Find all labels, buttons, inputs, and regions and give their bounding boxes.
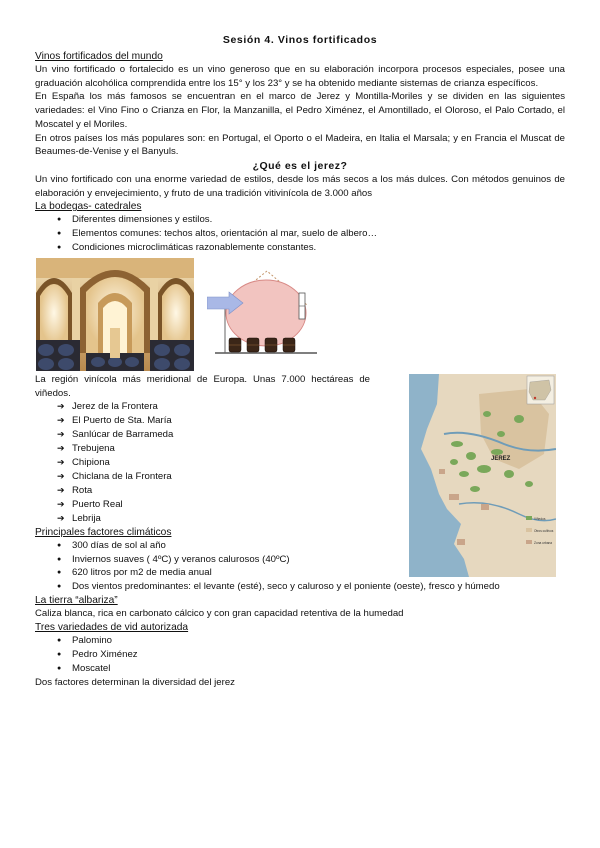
list-item: ● 620 litros por m2 de media anual xyxy=(35,566,565,580)
list-item: ● 300 días de sol al año xyxy=(35,539,565,553)
map-label-jerez: JEREZ xyxy=(491,456,511,462)
list-item: ➔ Sanlúcar de Barrameda xyxy=(35,428,370,442)
legend-label: Viñedos xyxy=(534,517,546,521)
list-item: ● Moscatel xyxy=(35,662,565,676)
closing-sentence: Dos factores determinan la diversidad del jerez xyxy=(35,676,235,688)
section-heading-jerez: ¿Qué es el jerez? xyxy=(252,159,348,172)
bodega-airflow-diagram xyxy=(207,265,322,370)
list-item: ● Elementos comunes: techos altos, orientación al mar, suelo de albero… xyxy=(35,227,565,241)
bodegas-list xyxy=(35,213,565,255)
document-page xyxy=(35,34,565,689)
list-item: ➔ Puerto Real xyxy=(35,498,370,512)
page-title: Sesión 4. Vinos fortificados xyxy=(222,34,378,46)
list-item: ➔ Lebrija xyxy=(35,512,370,526)
list-item: ➔ Jerez de la Frontera xyxy=(35,400,370,414)
section-heading-bodegas: La bodegas- catedrales xyxy=(35,201,142,213)
paragraph-definicion: Un vino fortificado o fortalecido es un vino generoso que en su elaboración incorpora procesos especiales, posee una graduación alcohólica comprendida entre los 15° y los 23° y se ha obtenido mediante sistemas de crianza específicos. xyxy=(35,64,565,89)
jerez-region-map xyxy=(409,374,556,577)
variedades-list xyxy=(35,634,565,676)
paragraph-otros-paises: En otros países los más populares son: en Portugal, el Oporto o el Madeira, en Italia el Marsala; y en Francia el Muscat de Beaumes-de-Venise y el Banyuls. xyxy=(35,132,565,158)
list-item: ● Condiciones microclimáticas razonablemente constantes. xyxy=(35,241,565,255)
list-item: ● Palomino xyxy=(35,634,565,648)
paragraph-albariza: Caliza blanca, rica en carbonato cálcico y con gran capacidad retentiva de la humedad xyxy=(35,608,404,620)
list-item: ● Inviernos suaves ( 4ºC) y veranos calurosos (40ºC) xyxy=(35,553,565,567)
list-item: ➔ Rota xyxy=(35,484,370,498)
towns-list xyxy=(35,400,370,525)
list-item: ● Dos vientos predominantes: el levante (esté), seco y caluroso y el poniente (oeste), fresco y húmedo xyxy=(35,580,565,594)
images-row xyxy=(35,255,565,373)
legend-label: Zona urbana xyxy=(534,541,553,545)
list-item: ➔ Trebujena xyxy=(35,442,370,456)
paragraph-region: La región vinícola más meridional de Europa. Unas 7.000 hectáreas de viñedos. xyxy=(35,374,370,399)
list-item: ➔ Chiclana de la Frontera xyxy=(35,470,370,484)
list-item: ➔ El Puerto de Sta. María xyxy=(35,414,370,428)
section-heading-albariza: La tierra “albariza” xyxy=(35,595,118,607)
section-heading-clima: Principales factores climáticos xyxy=(35,526,172,538)
section-heading-variedades: Tres variedades de vid autorizada xyxy=(35,621,189,633)
paragraph-espana: En España los más famosos se encuentran en el marco de Jerez y Montilla-Moriles y se dividen en las siguientes variedades: el Vino Fino o Crianza en Flor, la Manzanilla, el Pedro Ximénez, el Amontillado, el Oloroso, el Palo Cortado, el Moscatel y el Moriles. xyxy=(35,91,565,130)
legend-label: Otros cultivos xyxy=(534,529,554,533)
section-heading-vinos: Vinos fortificados del mundo xyxy=(35,51,163,62)
list-item: ➔ Chipiona xyxy=(35,456,370,470)
bodega-cathedral-photo xyxy=(36,258,194,371)
list-item: ● Diferentes dimensiones y estilos. xyxy=(35,213,565,227)
paragraph-jerez: Un vino fortificado con una enorme variedad de estilos, desde los más secos a los más dulces. Con métodos genuinos de elaboración y envejecimiento, y fruto de una tradición vitivinícola de 3.000 años xyxy=(35,173,565,199)
list-item: ● Pedro Ximénez xyxy=(35,648,565,662)
